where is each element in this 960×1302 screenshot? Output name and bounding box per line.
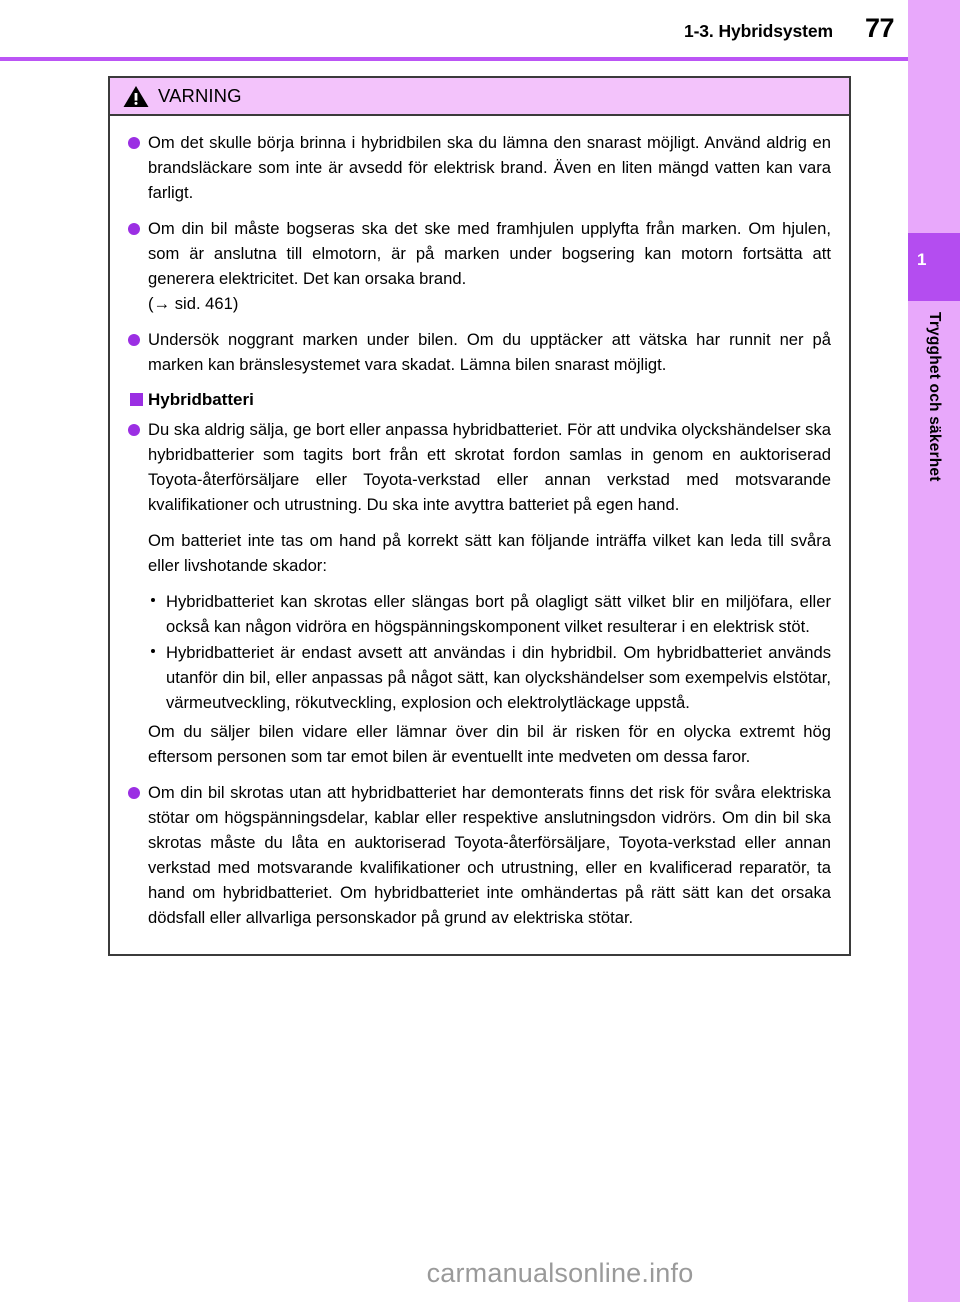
chapter-title-label: Trygghet och säkerhet [926, 312, 943, 482]
warning-box-body [110, 116, 849, 954]
chapter-title-vertical [908, 312, 960, 612]
warning-bullet-text: Undersök noggrant marken under bilen. Om du upptäcker att vätska har runnit ner på marken kan bränslesystemet vara skadat. Lämna bilen snarast möjligt. [148, 330, 831, 374]
warning-bullet-item [128, 216, 831, 316]
warning-paragraph [128, 528, 831, 578]
warning-bullet-text: Du ska aldrig sälja, ge bort eller anpassa hybridbatteriet. För att undvika olyckshändelser ska hybridbatterier som tagits bort från ett skrotat fordon samlas in genom en auktoriserad Toyota-återförsäljare eller Toyota-verkstad eller annan verkstad med motsvarande kvalifikationer och utrustning. Du ska inte avyttra batteriet på egen hand. [148, 420, 831, 514]
warning-bullet-item [128, 327, 831, 377]
warning-title: VARNING [158, 85, 242, 106]
page-header [0, 0, 908, 57]
bullet-dot-icon [128, 424, 140, 436]
warning-box-header [110, 78, 849, 116]
square-marker-icon [130, 393, 143, 406]
side-rail-top-band [908, 0, 960, 57]
bullet-dot-icon [128, 223, 140, 235]
subsection-heading [128, 388, 831, 411]
warning-box [108, 76, 851, 956]
sub-bullet-dot-icon [151, 598, 155, 602]
warning-paragraph [128, 719, 831, 769]
page-reference: (→ sid. 461) [148, 294, 239, 313]
bullet-dot-icon [128, 137, 140, 149]
warning-bullet-item [128, 780, 831, 930]
chapter-side-rail [908, 0, 960, 1302]
warning-bullet-item [128, 130, 831, 205]
warning-bullet-text: Om din bil måste bogseras ska det ske med framhjulen upplyfta från marken. Om hjulen, som är anslutna till elmotorn, är på marken under bogsering kan motorn fortsätta att generera elektricitet. Det kan orsaka brand. [148, 219, 831, 288]
chapter-tab[interactable] [908, 233, 960, 301]
warning-bullet-text: Om din bil skrotas utan att hybridbatteriet har demonterats finns det risk för svåra elektriska stötar om högspänningsdelar, kablar eller respektive anslutningsdon vidrörs. Om din bil ska skrotas måste du låta en auktoriserad Toyota-återförsäljare, Toyota-verkstad eller annan verkstad med motsvarande kvalifikationer och utrustning, eller en kvalificerad reparatör, ta hand om hybridbatteriet. Om hybridbatteriet inte omhändertas på rätt sätt kan det orsaka dödsfall eller allvarliga personskador på grund av elektriska stötar. [148, 783, 831, 927]
warning-paragraph-text: Om du säljer bilen vidare eller lämnar över din bil är risken för en olycka extremt hög eftersom personen som tar emot bilen är eventuellt inte medveten om dessa faror. [148, 722, 831, 766]
bullet-dot-icon [128, 334, 140, 346]
warning-triangle-icon [123, 85, 149, 108]
bullet-dot-icon [128, 787, 140, 799]
warning-sub-item [148, 589, 831, 639]
header-section-title: 1-3. Hybridsystem [683, 21, 833, 41]
page-number: 77 [864, 13, 894, 43]
warning-sub-list [128, 589, 831, 715]
chapter-tab-number: 1 [917, 250, 927, 269]
warning-paragraph-text: Om batteriet inte tas om hand på korrekt sätt kan följande inträffa vilket kan leda till svåra eller livshotande skador: [148, 531, 831, 575]
sub-bullet-dot-icon [151, 649, 155, 653]
warning-sub-item [148, 640, 831, 715]
warning-bullet-item [128, 417, 831, 517]
subsection-heading-label: Hybridbatteri [148, 390, 254, 409]
warning-bullet-text: Om det skulle börja brinna i hybridbilen ska du lämna den snarast möjligt. Använd aldrig en brandsläckare som inte är avsedd för elektrisk brand. Även en liten mängd vatten kan vara farligt. [148, 133, 831, 202]
header-divider-rule [0, 57, 960, 61]
warning-sub-item-text: Hybridbatteriet kan skrotas eller slängas bort på olagligt sätt vilket blir en miljöfara, eller också kan någon vidröra en högspänningskomponent vilket resulterar i en elektrisk stöt. [166, 592, 831, 636]
watermark: carmanualsonline.info [426, 1258, 694, 1288]
warning-sub-item-text: Hybridbatteriet är endast avsett att användas i din hybridbil. Om hybridbatteriet används utanför din bil, eller anpassas på något sätt, kan olyckshändelser som exempelvis elstötar, värmeutveckling, rökutveckling, explosion och elektrolytläckage uppstå. [166, 643, 831, 712]
